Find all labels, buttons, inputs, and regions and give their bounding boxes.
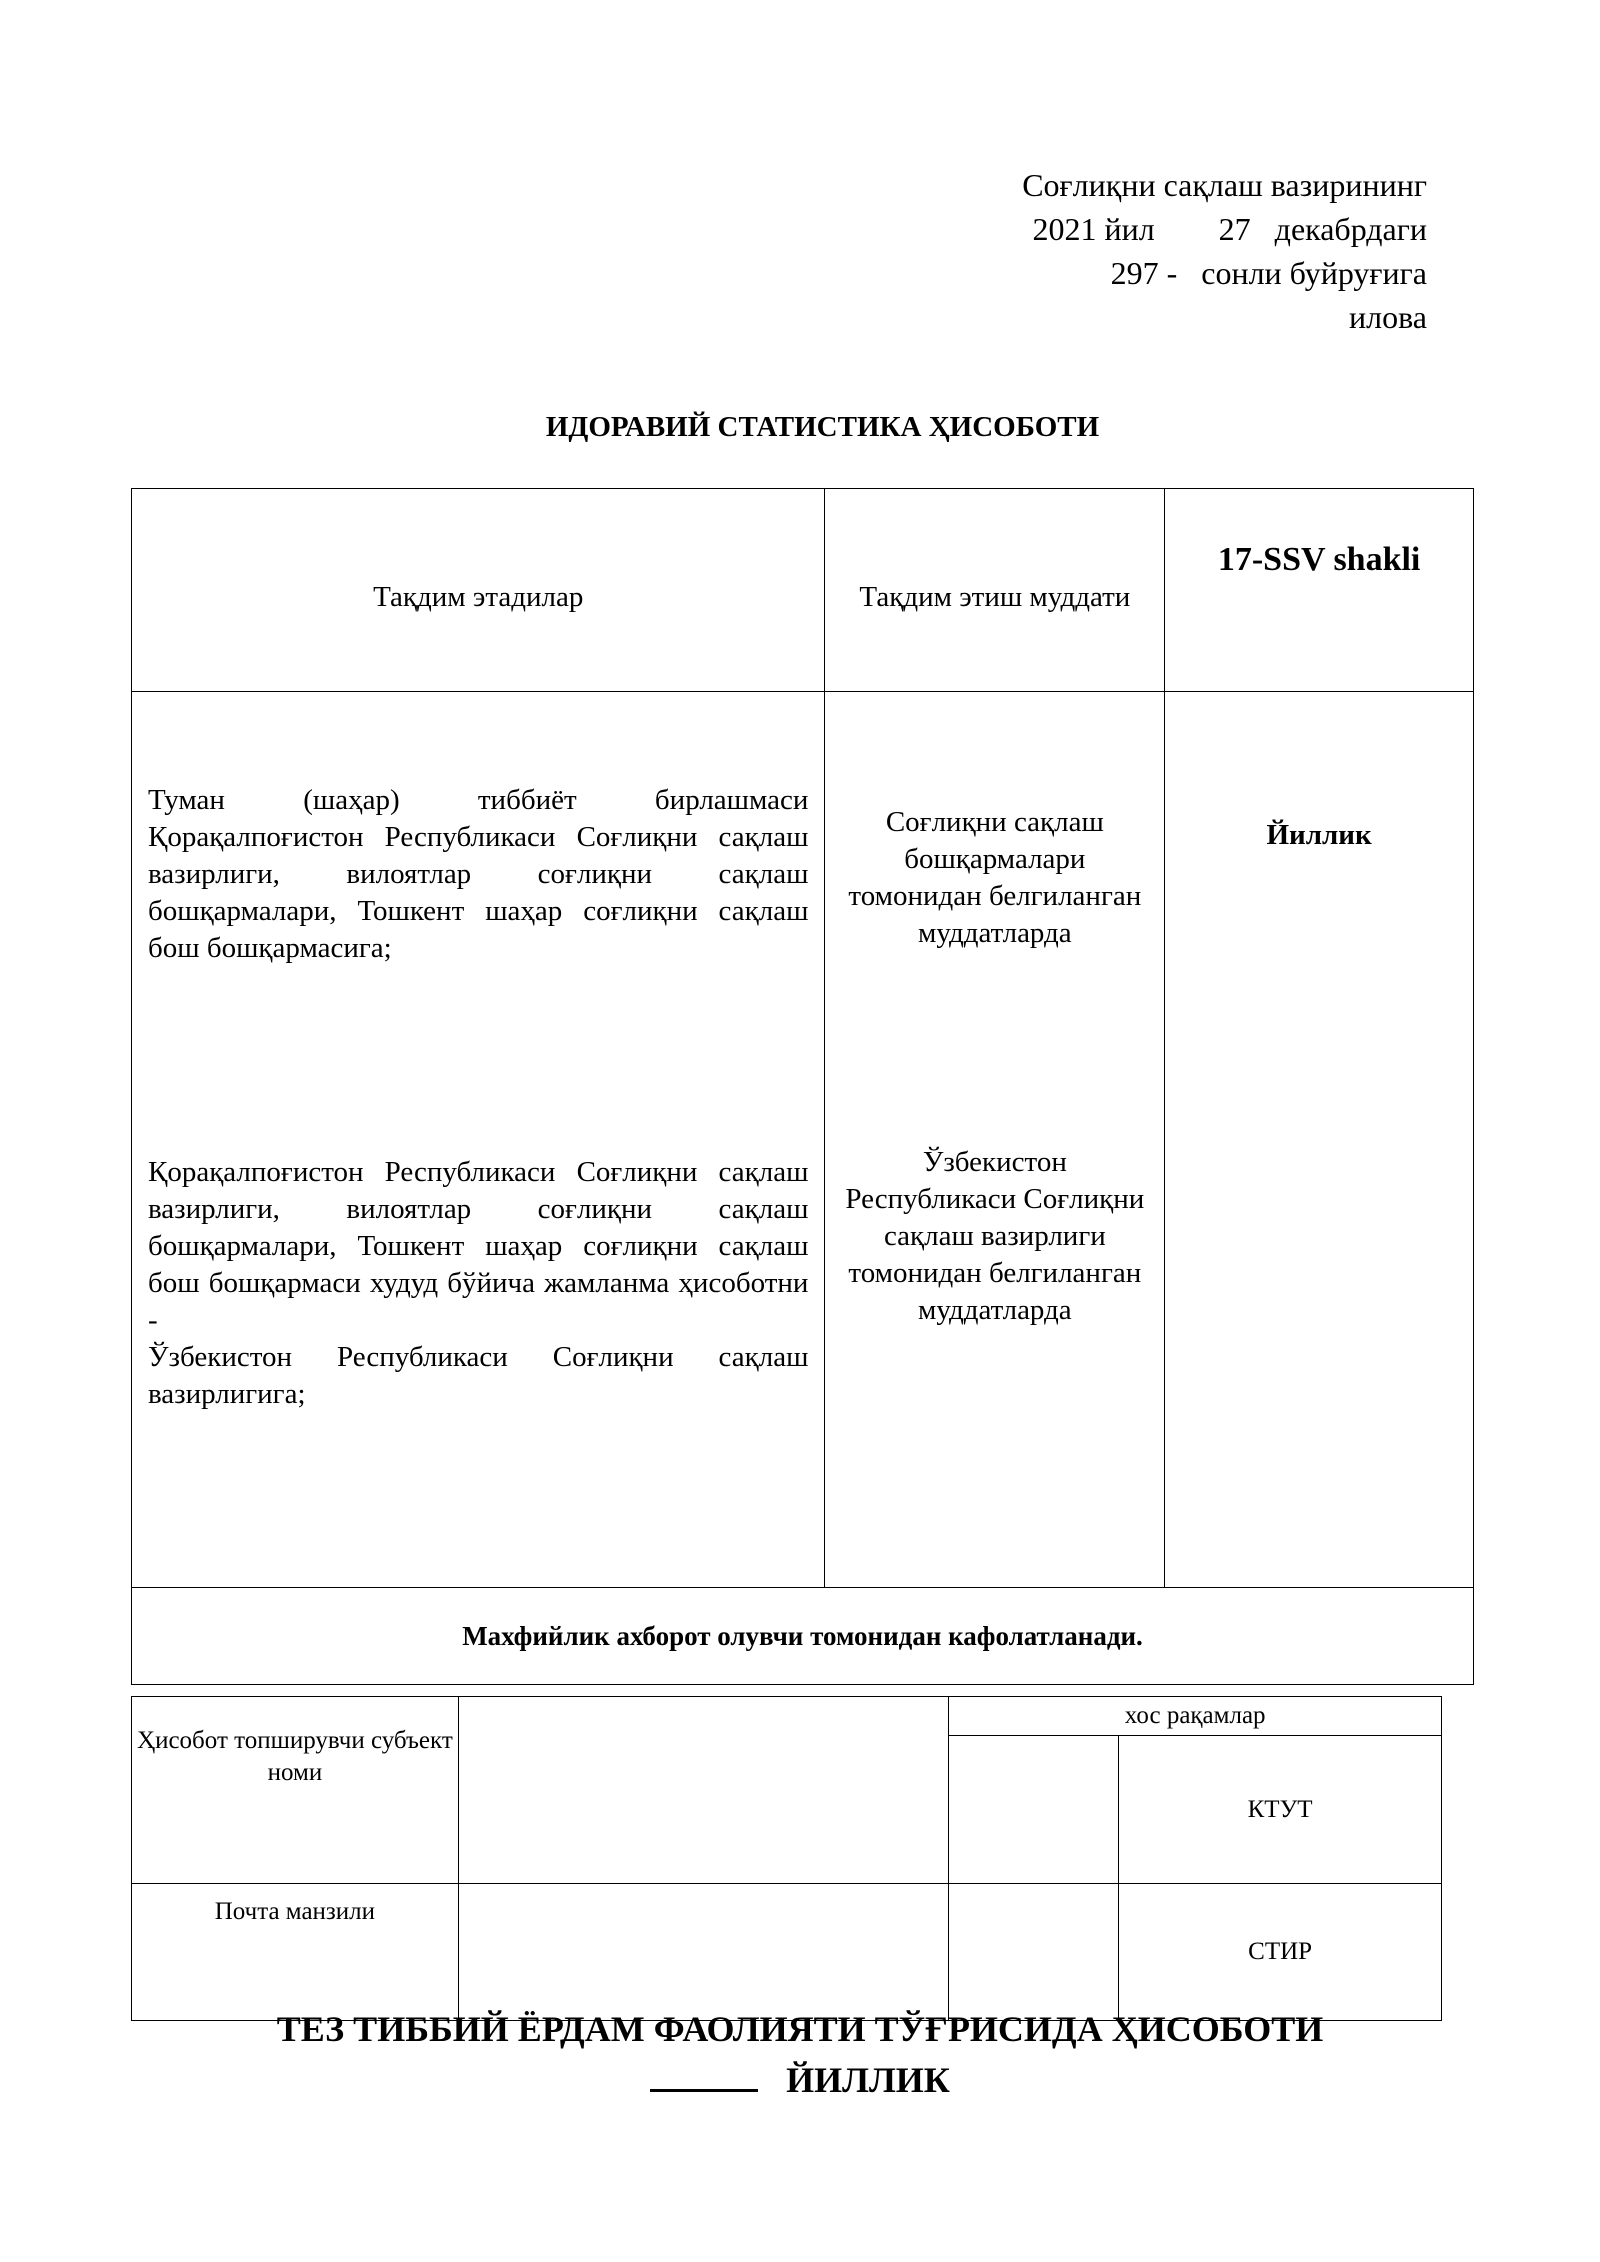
submission-table — [131, 488, 1474, 1685]
codes-header: хос рақамлар — [949, 1697, 1442, 1736]
subject-table — [131, 1696, 1442, 2021]
form-code: 17-SSV shakli — [1165, 489, 1474, 692]
final-title-line-2-wrap — [0, 2053, 1600, 2104]
submitter-2b: Ўзбекистон Республикаси Соғлиқни сақлаш вазирлигига; — [148, 1341, 809, 1410]
final-title-line-1: ТЕЗ ТИББИЙ ЁРДАМ ФАОЛИЯТИ ТЎҒРИСИДА ҲИСОБОТИ — [276, 2009, 1324, 2049]
ktut-value-field[interactable] — [949, 1736, 1119, 1884]
final-title-line-2: ЙИЛЛИК — [786, 2060, 950, 2100]
submitter-2a: Қорақалпоғистон Республикаси Соғлиқни сақлаш вазирлиги, вилоятлар соғлиқни сақлаш бошқармалари, Тошкент шаҳар соғлиқни сақлаш бош бошқармаси худуд бўйича жамланма ҳисоботни - — [148, 1156, 809, 1336]
appendix-line-2: 2021 йил 27 декабрдаги — [1032, 211, 1427, 247]
header-submitters: Тақдим этадилар — [132, 489, 825, 692]
confidentiality-row — [132, 1588, 1474, 1685]
ktut-label: КТУТ — [1119, 1736, 1442, 1884]
deadline-cell — [825, 692, 1165, 1588]
submitter-1: Туман (шаҳар) тиббиёт бирлашмаси Қорақалпоғистон Республикаси Соғлиқни сақлаш вазирлиги, вилоятлар соғлиқни сақлаш бошқармалари, Тошкент шаҳар соғлиқни сақлаш бош бошқармасига; — [148, 784, 809, 964]
confidentiality-note: Махфийлик ахборот олувчи томонидан кафолатланади. — [132, 1588, 1474, 1685]
submitters-cell — [132, 692, 825, 1588]
appendix-line-4: илова — [1349, 299, 1427, 335]
subject-name-field[interactable] — [458, 1697, 949, 1884]
stir-label: СТИР — [1119, 1884, 1442, 2021]
final-title — [0, 2005, 1600, 2104]
submission-table-body — [132, 692, 1474, 1588]
deadline-1: Соғлиқни сақлаш бошқармалари томонидан белгиланган муддатларда — [848, 806, 1142, 949]
address-label: Почта манзили — [132, 1884, 459, 2021]
appendix-line-1: Соғлиқни сақлаш вазирининг — [1022, 167, 1427, 203]
appendix-line-3: 297 - сонли буйруғига — [1110, 255, 1427, 291]
order-appendix-note — [827, 163, 1427, 339]
submission-table-header — [132, 489, 1474, 692]
address-row — [132, 1884, 1442, 2021]
stir-value-field[interactable] — [949, 1884, 1119, 2021]
frequency: Йиллик — [1266, 819, 1372, 851]
address-field[interactable] — [458, 1884, 949, 2021]
report-title: ИДОРАВИЙ СТАТИСТИКА ҲИСОБОТИ — [545, 411, 1100, 443]
subject-name-label: Ҳисобот топширувчи субъект номи — [132, 1697, 459, 1884]
year-blank[interactable] — [650, 2053, 758, 2092]
deadline-2: Ўзбекистон Республикаси Соғлиқни сақлаш вазирлиги томонидан белгиланган муддатларда — [845, 1146, 1145, 1326]
header-deadline: Тақдим этиш муддати — [825, 489, 1165, 692]
subject-name-row-top — [132, 1697, 1442, 1736]
frequency-cell — [1165, 692, 1474, 1588]
